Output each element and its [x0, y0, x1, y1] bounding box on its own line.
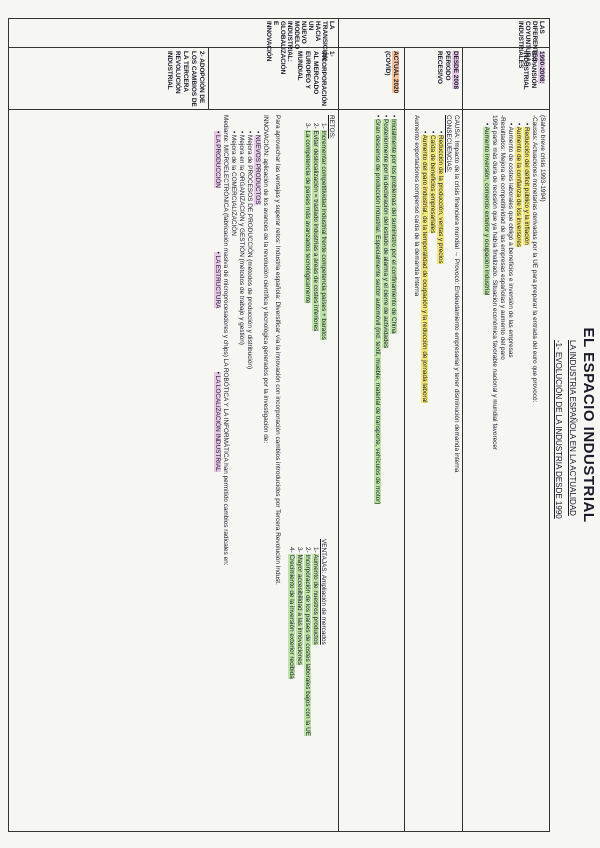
- reto-3: La competencia de países más avanzados tecnológicamente: [304, 130, 311, 304]
- innovation-line-6: Mediante: MICROELECTRÓNICA (fabricación masiva de microprocesadores y chips) LA ROBÓTICA Y LA INFORMÁTICA han permitido cambios radicales en:: [222, 115, 229, 566]
- reto-1: Incrementar competitividad industrial frente competencia países + baratos: [320, 130, 327, 340]
- covid-line-3: Gran descenso de producción industrial. Especialmente sector automóvil (ind. textil, mueble, material de transporte, vehículos de motor): [374, 119, 381, 505]
- period-recession-label: PERIODO RECESIVO: [436, 51, 451, 85]
- row-divider-1: [462, 47, 463, 831]
- ventajas-heading: VENTAJAS: Ampliación de mercados: [320, 539, 327, 645]
- period-recession: [435, 51, 459, 107]
- period-recession-years: DESDE 2008: [452, 51, 459, 90]
- innovation-line-5: Mejora de la COMERCIALIZACIÓN: [230, 135, 237, 236]
- expansion-line-1: (Salvo breve crisis 1993-1994): [539, 115, 546, 202]
- expansion-line-3: Reducción del déficit público y la inflación: [523, 127, 530, 245]
- row-divider-4: [208, 47, 209, 109]
- expansion-line-2: -Causas: Actuaciones monetarias derivadas por la UE para preparar la entrada del euro que provocó:: [531, 115, 538, 403]
- innovation-line-3: Mejora de PROCESOS DE PRODUCCIÓN (métodos de producción y distribución): [246, 135, 253, 370]
- europe-retos: RETOS: 1- Incrementar competitividad industrial frente competencia países + baratos 2- Evitar deslocalización = traslado industrias a áreas de costes inferiores 3- La competencia de países más avanzados tecnológicamente: [303, 115, 335, 535]
- recession-line-3: Reducción de la producción, ventas y precios: [437, 135, 444, 264]
- covid-line-2: Posteriormente por la declaración del estado de alarma y el cierre de actividades: [382, 119, 389, 349]
- left-label-coyunturas: LAS DIFERENTES COYUNTURAS INDUSTRIALES: [517, 21, 545, 69]
- period-covid-years: ACTUAL 2020: [392, 51, 399, 94]
- ventaja-1: Aumento de nuestros productos: [312, 554, 319, 645]
- recession-line-5: Aumento del paro industrial, de la temporalidad de ocupación y la reducción de jornada laboral: [421, 134, 428, 403]
- row-divider-3: [338, 47, 339, 831]
- period-expansion: [521, 51, 545, 107]
- section-heading: -1- EVOLUCIÓN DE LA INDUSTRIA DESDE 1990: [554, 340, 563, 519]
- innovation-line-2: NUEVOS PRODUCTOS: [254, 135, 261, 205]
- expansion-content: [482, 115, 546, 825]
- period-third-revolution: 2- ADOPCIÓN DE LOS CAMBIOS DE LA TERCERA REVOLUCIÓN INDUSTRIAL: [166, 51, 205, 107]
- expansion-line-7: 1994 parte más dura de recesión que ya había finalizado. Situación económica favorable nacional y mundial favorecer: [491, 115, 498, 451]
- europe-ventajas: VENTAJAS: Ampliación de mercados 1- Aumento de nuestros productos 2- Incorporación de los países de costes laborales bajos con la UE 3- Mayor accesibilidad a las innovaciones 4- Crecimiento de la inversión exterior recibida: [287, 539, 327, 829]
- recession-line-2: CONSECUENCIAS:: [445, 115, 452, 173]
- expansion-line-8: Aumento inversión, comercio exterior y ocupación industrial: [483, 126, 490, 296]
- innovation-content: [213, 115, 269, 825]
- covid-line-1: Inicialmente por los problemas del suministro por el confinamiento de China: [390, 119, 397, 334]
- left-row-divider: [338, 19, 339, 47]
- innovation-line-7: • LA PRODUCCIÓN: [214, 131, 221, 188]
- page-subtitle: LA INDUSTRIA ESPAÑOLA EN LA ACTUALIDAD: [568, 340, 577, 516]
- ventaja-4: Crecimiento de la inversión exterior recibida: [288, 554, 295, 679]
- expansion-line-4: Aumento de la confianza de los inversores: [515, 126, 522, 248]
- period-expansion-label: EXPANSIÓN INDUSTRIAL: [522, 51, 537, 90]
- row-divider-2: [404, 47, 405, 831]
- covid-content: [373, 115, 397, 825]
- innovation-line-4: Mejora en la ORGANIZACIÓN y GESTIÓN (métodos de trabajo y gestión): [238, 135, 245, 345]
- ventaja-3: Mayor accesibilidad a las innovaciones: [296, 554, 303, 665]
- column-divider-2: [9, 109, 549, 110]
- innovation-line-8: • LA ESTRUCTURA: [214, 252, 221, 309]
- europe-summary-line: Para aprovechar las ventajas y superar retos: Industria española: Diversificar vía la innovación con incorporación cambios introducidos por Tercera Revolución Indust.: [274, 115, 281, 585]
- expansion-line-6: -Resultados: Mejora de competitividad de las empresas españolas y aumento del paro: [499, 115, 506, 360]
- period-europe: 1- INCORPORACIÓN AL MERCADO EUROPEO Y MUNDIAL: [296, 51, 335, 107]
- reto-2: Evitar deslocalización = traslado industrias a áreas de costes inferiores: [312, 130, 319, 332]
- ventaja-2: Incorporación de los países de costes laborales bajos con la UE: [304, 554, 311, 736]
- period-covid: [383, 51, 399, 107]
- page-title: EL ESPACIO INDUSTRIAL: [580, 327, 597, 523]
- expansion-line-5: Aumento de costes laborales que obligó a beneficios e inversión de las empresas: [507, 126, 514, 358]
- recession-content: [412, 115, 460, 825]
- left-label-transicion: LA TRANSICIÓN HACIA UN NUEVO MODELO INDUSTRIAL: GLOBALIZACIÓN E INNOVACIÓN: [265, 21, 335, 75]
- innovation-line-1: INNOVACIÓN: aplicación de los avances de la revolución científica y tecnológica generados por la investigación de:: [262, 115, 269, 444]
- europe-summary: [273, 115, 281, 825]
- period-covid-label: (COVID): [384, 51, 391, 76]
- period-expansion-years: 1990-2008:: [538, 51, 545, 84]
- retos-heading: RETOS:: [328, 115, 335, 139]
- innovation-line-9: • LA LOCALIZACIÓN INDUSTRIAL: [214, 372, 221, 472]
- recession-line-6: Aumento exportaciones compensó caída de la demanda interna: [413, 115, 420, 297]
- notes-table: [8, 18, 550, 832]
- recession-line-1: CAUSA: Impacto de la crisis financiera mundial → Provocó: Endeudamiento empresarial y tener disminución demanda interna: [453, 115, 460, 473]
- recession-line-4: Caída de beneficios empresariales: [429, 135, 436, 234]
